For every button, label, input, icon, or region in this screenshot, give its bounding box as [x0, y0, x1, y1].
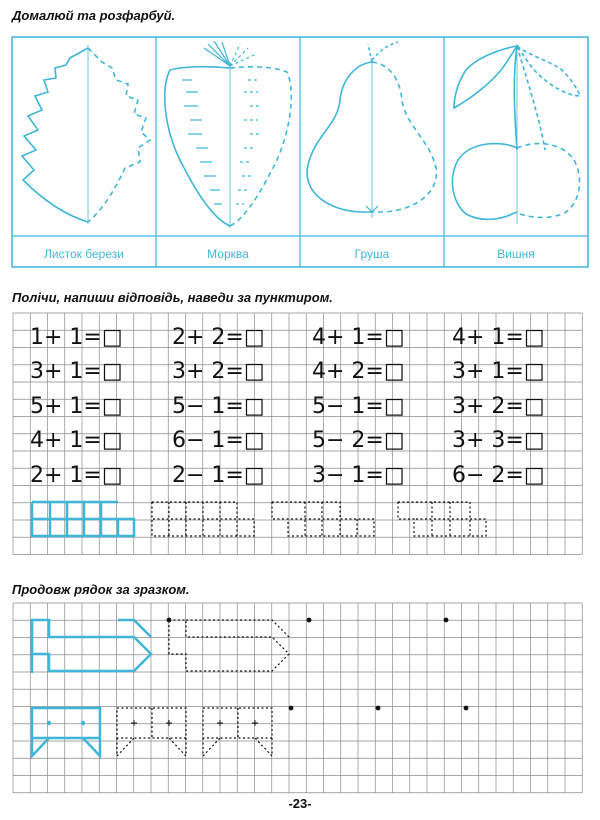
equation: 6− 2=□ — [452, 463, 545, 488]
equation: 6− 1=□ — [172, 428, 265, 453]
zigzag-trace-3 — [398, 502, 486, 536]
equation: 1+ 1=□ — [30, 325, 123, 350]
equation: 3− 1=□ — [312, 463, 405, 488]
key-shape-sample — [32, 620, 151, 671]
equation: 5− 1=□ — [172, 394, 265, 419]
equation: 3+ 1=□ — [452, 359, 545, 384]
start-dot — [376, 706, 381, 711]
instruction-continue-row: Продовж рядок за зразком. — [12, 582, 190, 597]
zigzag-trace-1 — [152, 502, 254, 536]
panel-label-carrot: Морква — [207, 247, 249, 261]
pattern-grid — [13, 603, 582, 793]
start-dot — [464, 706, 469, 711]
panel-label-birch-leaf: Листок берези — [44, 247, 124, 261]
equation: 4+ 1=□ — [30, 428, 123, 453]
instruction-draw-color: Домалюй та розфарбуй. — [12, 8, 176, 23]
equation: 3+ 1=□ — [30, 359, 123, 384]
equation: 5− 2=□ — [312, 428, 405, 453]
equation: 3+ 2=□ — [172, 359, 265, 384]
instruction-count-write: Полічи, напиши відповідь, наведи за пунктиром. — [12, 290, 333, 305]
panel-label-cherry: Вишня — [497, 247, 535, 261]
equation: 3+ 2=□ — [452, 394, 545, 419]
panel-label-pear: Груша — [354, 247, 390, 261]
equation: 2+ 1=□ — [30, 463, 123, 488]
key-shape-trace — [169, 620, 289, 671]
equation: 2− 1=□ — [172, 463, 265, 488]
equation: 5+ 1=□ — [30, 394, 123, 419]
equation-list — [30, 325, 545, 488]
equation: 4+ 2=□ — [312, 359, 405, 384]
zigzag-trace-2 — [272, 502, 374, 536]
pattern-row-1 — [32, 618, 448, 673]
start-dot — [167, 618, 172, 623]
start-dot — [307, 618, 312, 623]
equation: 2+ 2=□ — [172, 325, 265, 350]
equation: 4+ 1=□ — [452, 325, 545, 350]
banner-shape-trace-1 — [117, 708, 186, 756]
equation: 3+ 3=□ — [452, 428, 545, 453]
page-number: -23- — [288, 796, 312, 811]
equation: 5− 1=□ — [312, 394, 405, 419]
equation: 4+ 1=□ — [312, 325, 405, 350]
birch-leaf-icon — [22, 48, 150, 222]
zigzag-pattern — [32, 502, 486, 536]
start-dot — [289, 706, 294, 711]
pattern-row-2 — [32, 706, 468, 756]
cherry-icon — [452, 46, 580, 219]
banner-shape-sample — [32, 708, 100, 756]
start-dot — [444, 618, 449, 623]
drawing-panels — [12, 37, 588, 267]
carrot-icon — [165, 41, 291, 226]
